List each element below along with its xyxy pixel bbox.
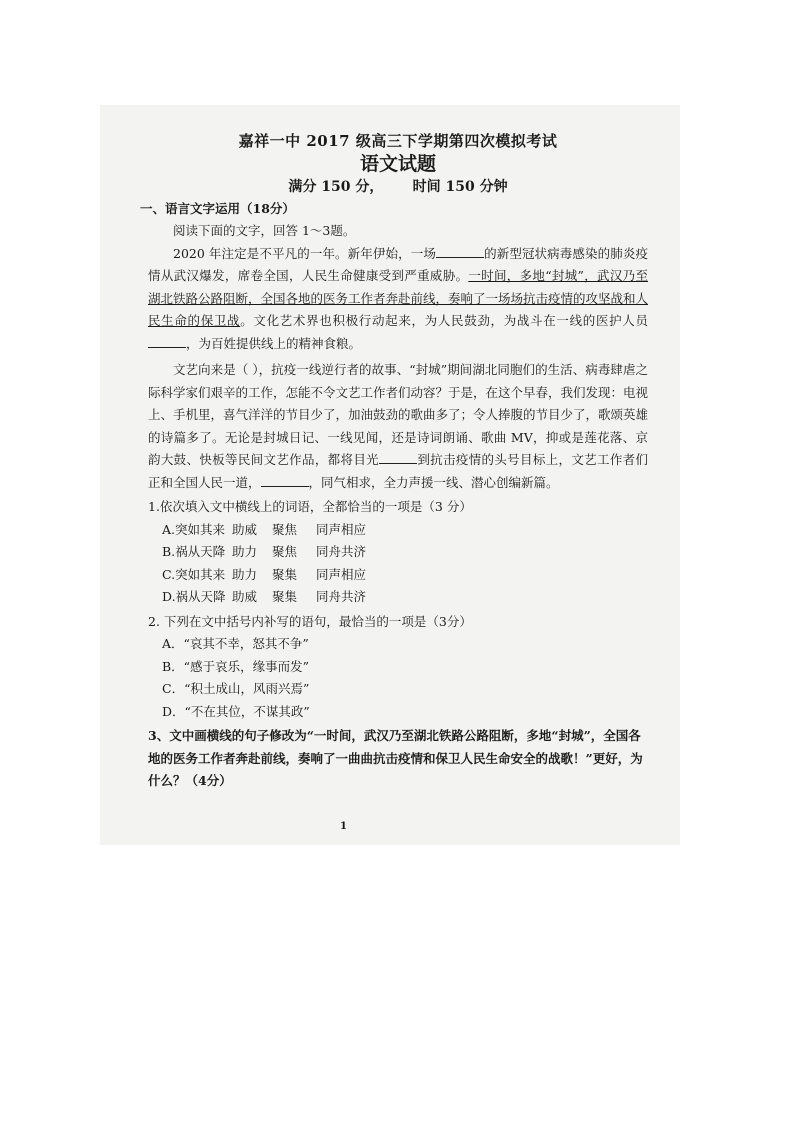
section-heading: 一、语言文字运用（18分） <box>140 201 295 216</box>
score-time-line: 满分 150 分， 时间 150 分钟 <box>288 179 508 195</box>
exam-subtitle: 语文试题 <box>359 153 436 175</box>
exam-content <box>140 130 649 793</box>
passage-text: 2020 年注定是不平凡的一年。新年伊始，一场 <box>173 245 436 261</box>
question-2-stem: 2. 下列在文中括号内补写的语句，最恰当的一项是（3分） <box>148 613 472 629</box>
underlined-sentence: 一时间，多地“封城”，武汉乃至湖北铁路公路阻断，全国各地的医务工作者奔赴前线，奏响了一场场抗击疫情的攻坚战和人民生命的保卫战 <box>148 268 649 328</box>
option-label: A.突如其来 <box>162 521 226 537</box>
fill-blank-1 <box>436 245 484 258</box>
fill-blank-2 <box>148 335 186 348</box>
question-2-option-b: B．“感于哀乐，缘事而发” <box>162 658 309 674</box>
passage-paragraph-2 <box>148 359 648 494</box>
question-2-options <box>162 633 648 723</box>
option-word: 助威 <box>232 521 258 537</box>
question-1-option-b <box>162 541 648 564</box>
fill-blank-3 <box>379 451 417 464</box>
option-word: 同舟共济 <box>316 544 367 559</box>
question-1-option-a <box>162 519 648 542</box>
page-number: 1 <box>340 821 347 832</box>
option-word: 助力 <box>232 566 258 582</box>
question-3-stem: 3、文中画横线的句子修改为“一时间，武汉乃至湖北铁路公路阻断，多地“封城”，全国各地的医务工作者奔赴前线，奏响了一曲曲抗击疫情和保卫人民生命安全的战歌！”更好，为什么？（4分） <box>148 728 643 788</box>
question-2-option-c: C．“积土成山，风雨兴焉” <box>162 681 310 696</box>
fill-blank-4 <box>261 474 309 487</box>
passage-text: ，为百姓提供线上的精神食粮。 <box>186 335 362 351</box>
passage-text: ，同气相求，全力声援一线、潜心创编新篇。 <box>308 474 559 490</box>
question-1-option-c <box>162 564 648 587</box>
question-2-option-a: A．“哀其不幸，怒其不争” <box>162 636 309 651</box>
option-word: 聚集 <box>272 566 298 582</box>
option-word: 聚焦 <box>272 544 298 559</box>
option-word: 同声相应 <box>316 566 367 582</box>
option-label: D.祸从天降 <box>162 589 226 604</box>
reading-instruction: 阅读下面的文字，回答 1～3题。 <box>173 223 356 238</box>
passage-text: 。文化艺术界也积极行动起来，为人民鼓劲，为战斗在一线的医护人员 <box>240 313 648 328</box>
option-word: 助威 <box>232 589 258 604</box>
question-1-stem: 1.依次填入文中横线上的词语，全都恰当的一项是（3 分） <box>148 499 472 514</box>
passage-text: 的新型冠状病毒感染的肺炎疫情从武汉爆发，席卷全国，人民生命健康受到严重威胁。 <box>148 245 648 283</box>
question-1-option-d <box>162 586 648 609</box>
option-word: 助力 <box>232 544 258 559</box>
option-label: B.祸从天降 <box>162 544 226 559</box>
passage-text: 文艺向来是（ ），抗疫一线逆行者的故事、“封城”期间湖北同胞们的生活、病毒肆虐之际科学家们艰辛的工作，怎能不令文艺工作者们动容？于是，在这个早春，我们发现：电视上、手机里，喜气洋洋的节目少了，加油鼓劲的歌曲多了；令人捧腹的节目少了，歌颂英雄的诗篇多了。无论是封城日记、一线见闻，还是诗词朗诵、歌曲 MV，抑或是莲花落、京韵大鼓、快板等民间文艺作品，都将目光 <box>148 362 649 467</box>
option-label: C.突如其来 <box>162 566 226 582</box>
option-word: 聚焦 <box>272 521 298 537</box>
option-word: 聚集 <box>272 589 298 604</box>
exam-title: 嘉祥一中 2017 级高三下学期第四次模拟考试 <box>238 132 558 150</box>
option-word: 同声相应 <box>316 521 367 537</box>
question-1-options <box>162 519 648 609</box>
option-word: 同舟共济 <box>316 589 367 604</box>
passage-text: 到抗击疫情的头号目标上，文艺工作者们正和全国人民一道， <box>148 452 648 490</box>
passage-paragraph-1 <box>148 243 648 356</box>
question-2-option-d: D．“不在其位，不谋其政” <box>162 703 310 719</box>
